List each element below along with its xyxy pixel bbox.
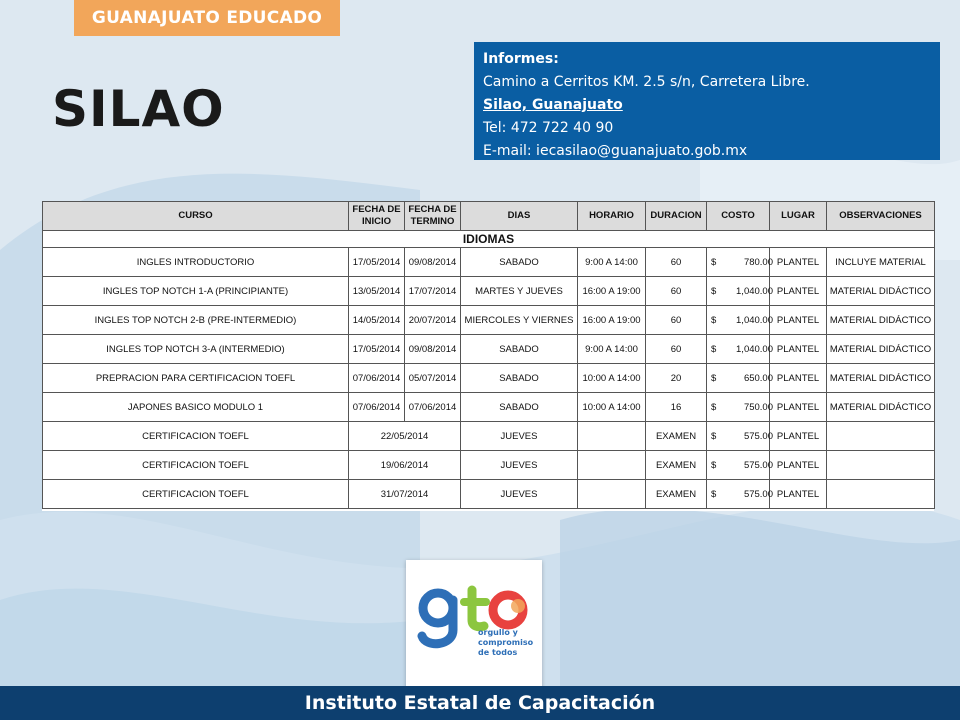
logo-tagline: [478, 628, 538, 658]
cell-fecha-termino: 07/06/2014: [405, 393, 461, 422]
cell-lugar: PLANTEL: [770, 364, 827, 393]
cell-duracion: 60: [646, 248, 707, 277]
cell-lugar: PLANTEL: [770, 277, 827, 306]
cell-horario: 9:00 A 14:00: [578, 335, 646, 364]
cell-fecha-termino: 09/08/2014: [405, 335, 461, 364]
col-header-costo: COSTO: [707, 202, 770, 231]
cell-fecha-inicio: 07/06/2014: [349, 393, 405, 422]
cell-observaciones: MATERIAL DIDÁCTICO: [827, 364, 935, 393]
cell-observaciones: MATERIAL DIDÁCTICO: [827, 335, 935, 364]
currency-symbol: $: [711, 343, 717, 355]
cell-horario: 10:00 A 14:00: [578, 364, 646, 393]
table-row: [43, 422, 935, 451]
col-header-fecha-inicio: FECHA DE INICIO: [349, 202, 405, 231]
table-row: [43, 277, 935, 306]
cell-fecha-inicio: 17/05/2014: [349, 335, 405, 364]
cell-horario: [578, 451, 646, 480]
table-row: [43, 364, 935, 393]
cell-costo: [707, 306, 773, 335]
tagline-line: de todos: [478, 648, 518, 657]
table-row: [43, 306, 935, 335]
cell-lugar: PLANTEL: [770, 335, 827, 364]
tagline-line: orgullo y: [478, 628, 518, 637]
cell-duracion: 20: [646, 364, 707, 393]
cost-amount: 575.00: [743, 459, 773, 471]
cell-duracion: EXAMEN: [646, 422, 707, 451]
cell-curso: INGLES INTRODUCTORIO: [43, 248, 349, 277]
cell-observaciones: MATERIAL DIDÁCTICO: [827, 393, 935, 422]
cell-curso: PREPRACION PARA CERTIFICACION TOEFL: [43, 364, 349, 393]
cell-fecha-termino: 20/07/2014: [405, 306, 461, 335]
cell-costo: [707, 277, 773, 306]
info-address: Camino a Cerritos KM. 2.5 s/n, Carretera Libre.: [483, 74, 810, 90]
course-table: [42, 201, 935, 509]
col-header-dias: DIAS: [461, 202, 578, 231]
cell-fecha: 19/06/2014: [349, 451, 461, 480]
cell-lugar: PLANTEL: [770, 422, 827, 451]
currency-symbol: $: [711, 430, 717, 442]
cost-amount: 575.00: [743, 430, 773, 442]
cell-dias: SABADO: [461, 364, 578, 393]
cell-dias: MARTES Y JUEVES: [461, 277, 578, 306]
tagline-line: compromiso: [478, 638, 534, 647]
cell-observaciones: [827, 422, 935, 451]
gto-logo-mark: [406, 560, 542, 692]
cell-duracion: EXAMEN: [646, 480, 707, 509]
cell-observaciones: MATERIAL DIDÁCTICO: [827, 306, 935, 335]
col-header-duracion: DURACION: [646, 202, 707, 231]
col-header-observaciones: OBSERVACIONES: [827, 202, 935, 231]
table-row: [43, 451, 935, 480]
footer-label: Instituto Estatal de Capacitación: [304, 692, 656, 714]
cell-dias: JUEVES: [461, 422, 578, 451]
col-header-horario: HORARIO: [578, 202, 646, 231]
cell-lugar: PLANTEL: [770, 306, 827, 335]
currency-symbol: $: [711, 372, 717, 384]
cell-dias: JUEVES: [461, 480, 578, 509]
cell-fecha-termino: 17/07/2014: [405, 277, 461, 306]
cell-observaciones: MATERIAL DIDÁCTICO: [827, 277, 935, 306]
cell-costo: [707, 335, 773, 364]
gto-logo: [406, 560, 542, 692]
cell-fecha: 31/07/2014: [349, 480, 461, 509]
currency-symbol: $: [711, 256, 717, 268]
cell-curso: JAPONES BASICO MODULO 1: [43, 393, 349, 422]
cost-amount: 750.00: [743, 401, 773, 413]
cell-curso: INGLES TOP NOTCH 3-A (INTERMEDIO): [43, 335, 349, 364]
cell-dias: SABADO: [461, 393, 578, 422]
section-row: [43, 231, 935, 248]
cell-curso: INGLES TOP NOTCH 2-B (PRE-INTERMEDIO): [43, 306, 349, 335]
table-row: [43, 480, 935, 509]
cell-fecha-inicio: 07/06/2014: [349, 364, 405, 393]
cell-observaciones: [827, 451, 935, 480]
cell-curso: INGLES TOP NOTCH 1-A (PRINCIPIANTE): [43, 277, 349, 306]
cell-dias: SABADO: [461, 248, 578, 277]
info-email: E-mail: iecasilao@guanajuato.gob.mx: [483, 143, 748, 159]
cell-fecha-inicio: 17/05/2014: [349, 248, 405, 277]
cost-amount: 650.00: [743, 372, 773, 384]
cell-horario: 9:00 A 14:00: [578, 248, 646, 277]
cell-horario: [578, 480, 646, 509]
info-title: Informes:: [483, 51, 559, 67]
currency-symbol: $: [711, 488, 717, 500]
cell-fecha-inicio: 14/05/2014: [349, 306, 405, 335]
cell-horario: 16:00 A 19:00: [578, 277, 646, 306]
cell-costo: [707, 248, 773, 277]
info-box: [474, 42, 940, 160]
cell-duracion: 60: [646, 335, 707, 364]
col-header-lugar: LUGAR: [770, 202, 827, 231]
table-header-row: [43, 202, 935, 231]
cell-costo: [707, 393, 773, 422]
cell-duracion: 60: [646, 306, 707, 335]
cell-curso: CERTIFICACION TOEFL: [43, 480, 349, 509]
brand-label: GUANAJUATO EDUCADO: [91, 8, 323, 28]
cell-observaciones: [827, 480, 935, 509]
cell-duracion: 16: [646, 393, 707, 422]
brand-tab: [74, 0, 340, 36]
section-title: IDIOMAS: [43, 231, 935, 248]
table-row: [43, 248, 935, 277]
course-table-container: [42, 201, 934, 511]
cell-duracion: EXAMEN: [646, 451, 707, 480]
cell-fecha-inicio: 13/05/2014: [349, 277, 405, 306]
cell-fecha-termino: 09/08/2014: [405, 248, 461, 277]
cell-costo: [707, 451, 773, 480]
cell-lugar: PLANTEL: [770, 480, 827, 509]
cell-duracion: 60: [646, 277, 707, 306]
table-row: [43, 335, 935, 364]
cell-costo: [707, 422, 773, 451]
cell-lugar: PLANTEL: [770, 451, 827, 480]
cost-amount: 780.00: [743, 256, 773, 268]
cost-amount: 1,040.00: [736, 343, 773, 355]
cell-dias: SABADO: [461, 335, 578, 364]
page-title: SILAO: [52, 80, 225, 138]
cell-dias: JUEVES: [461, 451, 578, 480]
cell-costo: [707, 480, 773, 509]
cell-lugar: PLANTEL: [770, 248, 827, 277]
cost-amount: 1,040.00: [736, 285, 773, 297]
currency-symbol: $: [711, 459, 717, 471]
table-row: [43, 393, 935, 422]
cell-observaciones: INCLUYE MATERIAL: [827, 248, 935, 277]
cell-fecha-termino: 05/07/2014: [405, 364, 461, 393]
currency-symbol: $: [711, 314, 717, 326]
cell-horario: 10:00 A 14:00: [578, 393, 646, 422]
cell-fecha: 22/05/2014: [349, 422, 461, 451]
cell-lugar: PLANTEL: [770, 393, 827, 422]
cell-curso: CERTIFICACION TOEFL: [43, 451, 349, 480]
cell-horario: 16:00 A 19:00: [578, 306, 646, 335]
col-header-fecha-termino: FECHA DE TERMINO: [405, 202, 461, 231]
currency-symbol: $: [711, 401, 717, 413]
col-header-curso: CURSO: [43, 202, 349, 231]
cell-curso: CERTIFICACION TOEFL: [43, 422, 349, 451]
footer-bar: [0, 686, 960, 720]
cell-dias: MIERCOLES Y VIERNES: [461, 306, 578, 335]
info-city: Silao, Guanajuato: [483, 97, 623, 113]
currency-symbol: $: [711, 285, 717, 297]
cell-horario: [578, 422, 646, 451]
cell-costo: [707, 364, 773, 393]
info-tel: Tel: 472 722 40 90: [483, 120, 614, 136]
cost-amount: 1,040.00: [736, 314, 773, 326]
cost-amount: 575.00: [743, 488, 773, 500]
